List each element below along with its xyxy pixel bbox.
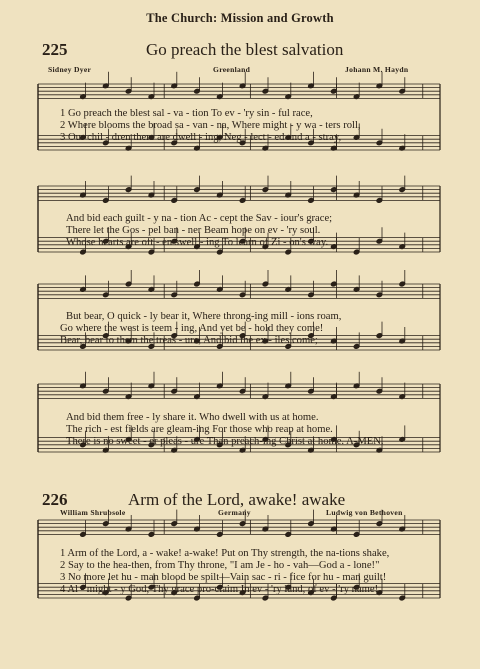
page-header: The Church: Mission and Growth bbox=[146, 11, 334, 25]
hymn-author: Sidney Dyer bbox=[48, 65, 92, 74]
lyric-line: And bid each guilt - y na - tion Ac - cept the Sav - iour's grace; bbox=[66, 213, 333, 224]
hymn-composer: Ludwig von Bethoven bbox=[326, 508, 403, 517]
lyric-line: 4 Al - might - y God, Thy grace pro-claim In ev - 'ry land, of ev - 'ry name! bbox=[60, 584, 379, 595]
hymn-number: 225 bbox=[42, 40, 68, 59]
lyric-line: 3 Our chil - dren there are dwell - ing, Neg - lect - ed and a - stray, bbox=[60, 132, 342, 143]
lyric-line: The rich - est fields are gleam-ing For those who reap at home. bbox=[66, 424, 333, 435]
lyric-line: Bear, bear to them the treas - ure, And bid the ex - iles come; bbox=[60, 335, 318, 346]
lyric-line: 3 No more let hu - man blood be spilt—Vain sac - ri - fice for hu - man guilt! bbox=[60, 572, 387, 583]
lyric-line: 2 Where blooms the broad sa - van - na, Where might - y wa - ters roll, bbox=[60, 120, 361, 131]
lyric-line: Whose hearts are oft - en swell - ing To learn of Zi - on's way. bbox=[66, 237, 329, 248]
hymn-tune: Greenland bbox=[213, 65, 251, 74]
lyric-line: Go where the west is teem - ing, And yet be - hold they come! bbox=[60, 323, 324, 334]
hymn-tune: Germany bbox=[218, 508, 251, 517]
lyric-line: 1 Arm of the Lord, a - wake! a-wake! Put on Thy strength, the na-tions shake, bbox=[60, 548, 390, 559]
hymn-title: Arm of the Lord, awake! awake bbox=[128, 490, 346, 509]
hymn-title: Go preach the blest salvation bbox=[146, 40, 344, 59]
lyric-line: But bear, O quick - ly bear it, Where throng-ing mill - ions roam, bbox=[66, 311, 342, 322]
hymn-number: 226 bbox=[42, 490, 68, 509]
hymn-composer: Johann M. Haydn bbox=[345, 65, 409, 74]
hymn-author: William Shrubsole bbox=[60, 508, 126, 517]
lyric-line: 1 Go preach the blest sal - va - tion To ev - 'ry sin - ful race, bbox=[60, 108, 313, 119]
lyric-line: 2 Say to the hea-then, from Thy throne, "I am Je - ho - vah—God a - lone!" bbox=[60, 560, 380, 571]
lyric-line: There let the Gos - pel ban - ner Beam hope on ev - 'ry soul. bbox=[66, 225, 321, 236]
lyric-line: There is no sweet - er pleas - ure Than preach-ing Christ at home. A-MEN. bbox=[66, 436, 384, 447]
lyric-line: And bid them free - ly share it. Who dwell with us at home. bbox=[66, 412, 319, 423]
